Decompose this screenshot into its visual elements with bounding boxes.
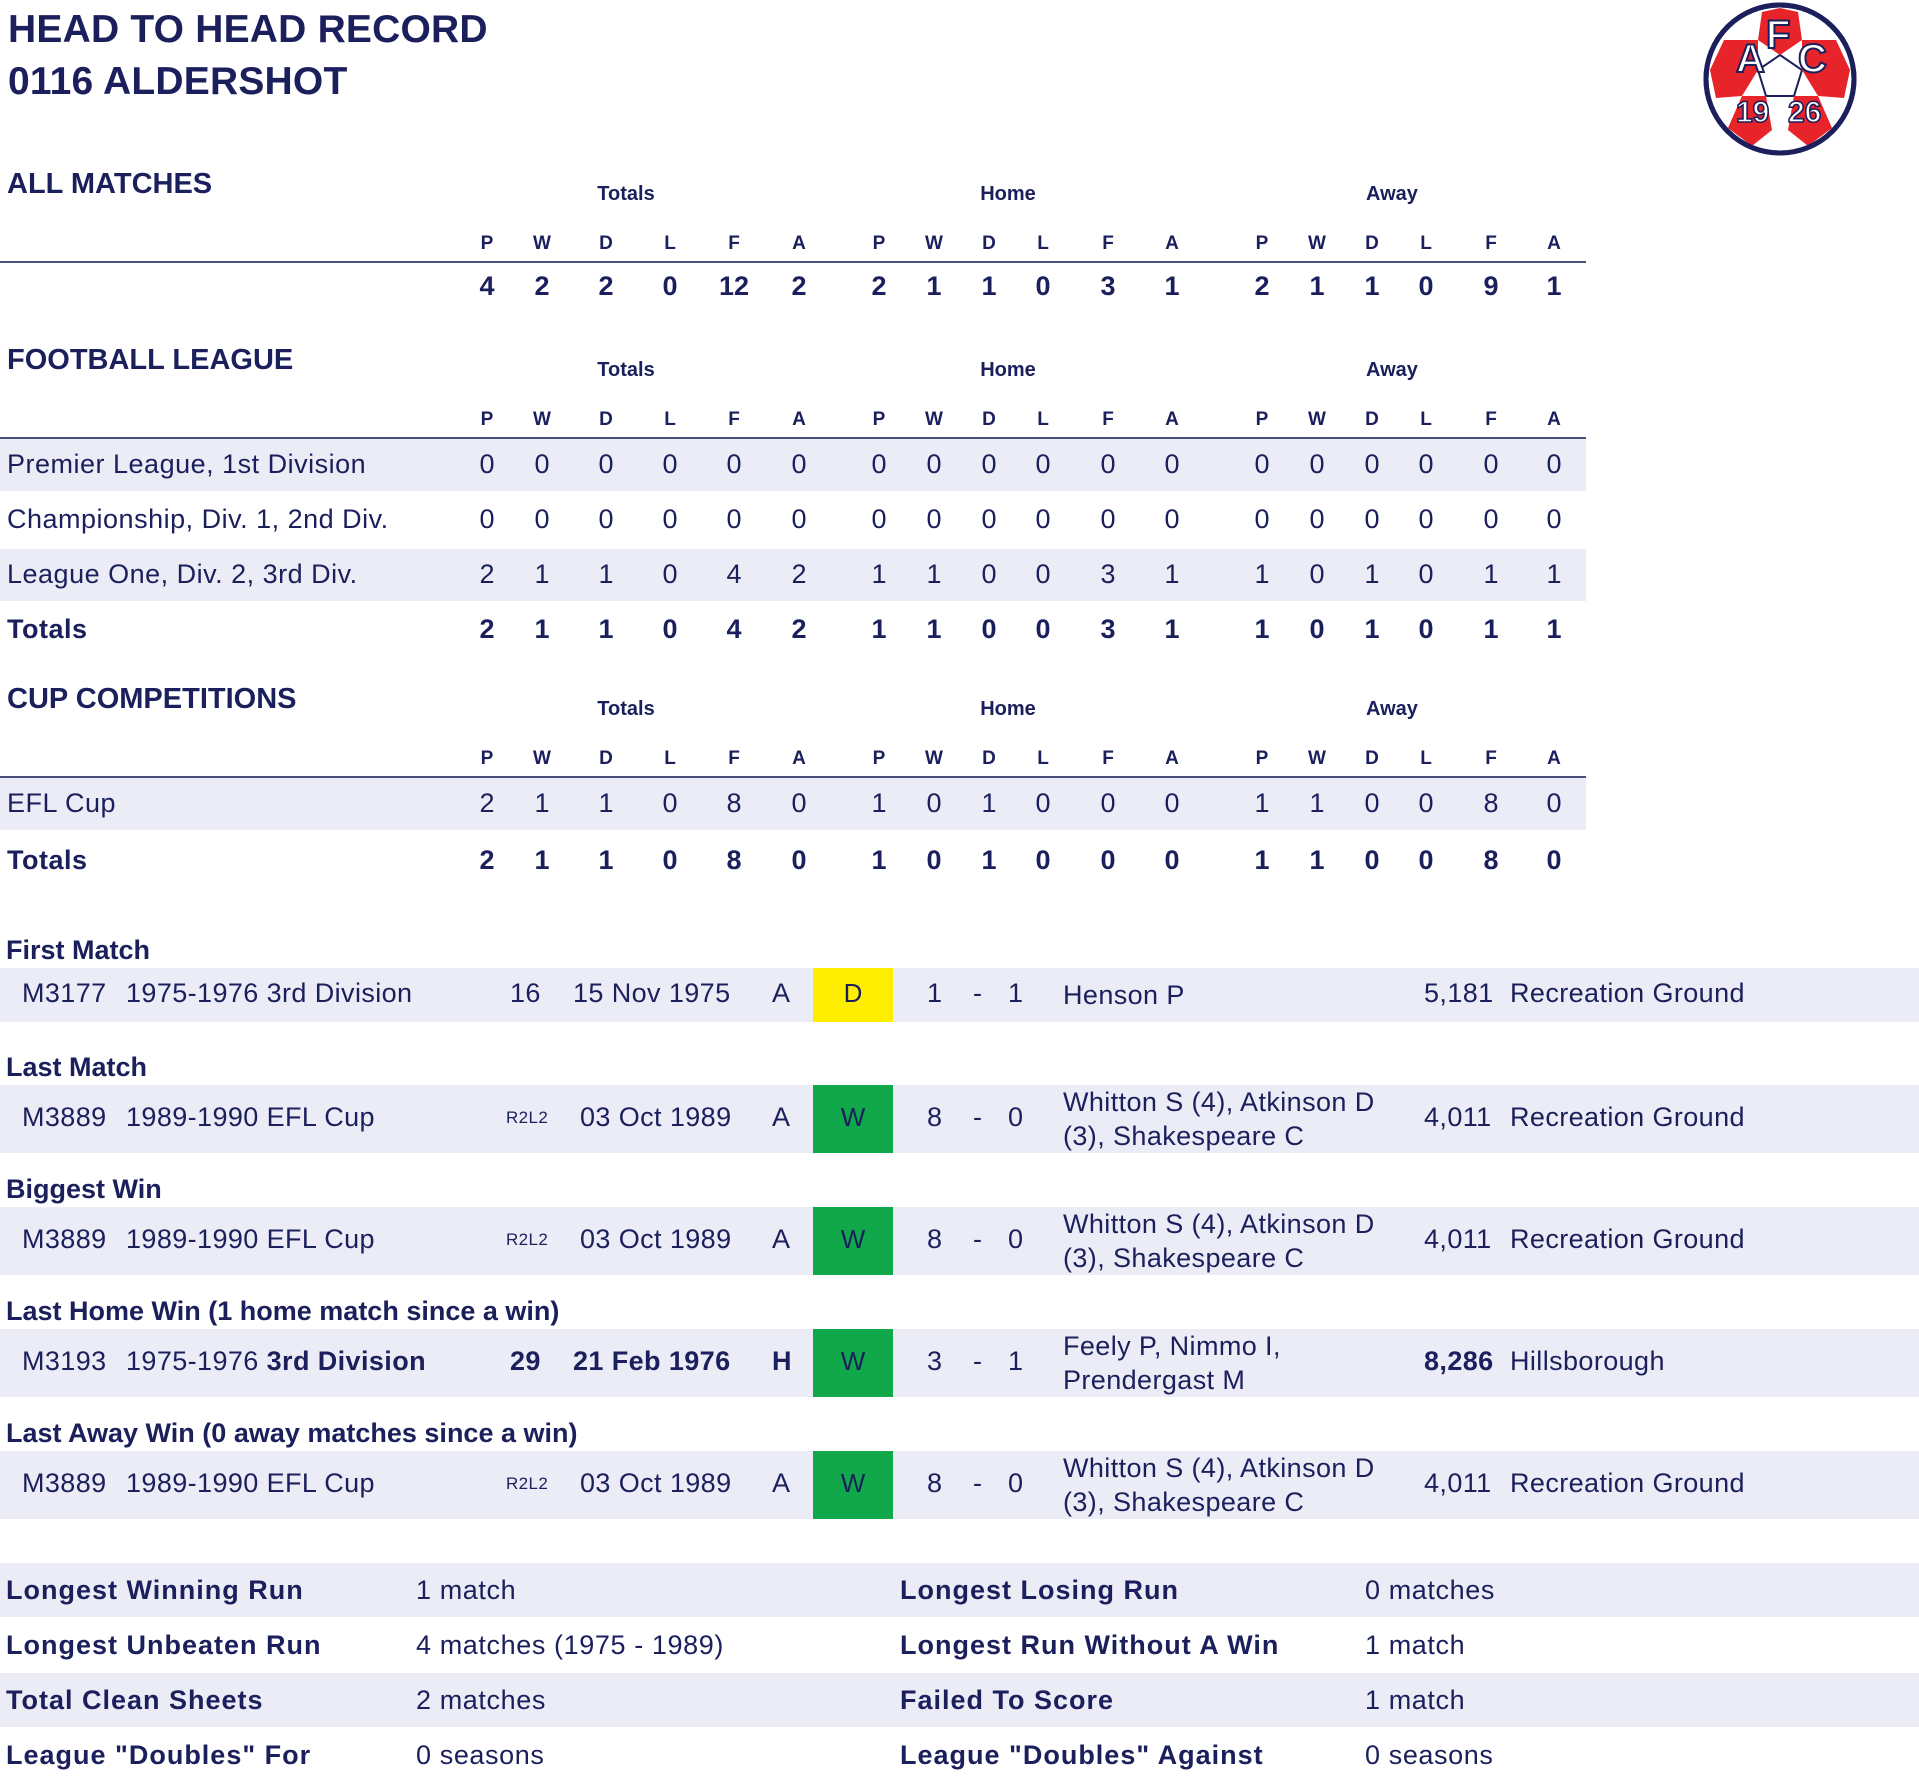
stat-cell: 9 [1483, 271, 1499, 301]
stat-cell: 0 [1546, 788, 1562, 818]
match-season-text: 1989-1990 EFL Cup [126, 1468, 375, 1498]
column-header: F [1102, 748, 1114, 769]
stat-cell: 0 [1309, 504, 1325, 534]
match-venue: A [772, 1224, 791, 1254]
column-header: L [664, 748, 676, 769]
stat-cell: 8 [726, 845, 742, 875]
stat-cell: 0 [981, 504, 997, 534]
match-season-text: 1975-1976 3rd Division [126, 978, 413, 1008]
stat-cell: 1 [1309, 788, 1325, 818]
stat-cell: 0 [1035, 449, 1051, 479]
stat-cell: 0 [1309, 559, 1325, 589]
stat-cell: 2 [598, 271, 614, 301]
stat-cell: 0 [981, 449, 997, 479]
result-letter: W [840, 1346, 866, 1376]
stat-cell: 0 [662, 449, 678, 479]
logo-letter-c: C [1798, 37, 1827, 81]
match-date: 03 Oct 1989 [580, 1224, 732, 1254]
group-header-away: Away [1366, 183, 1418, 205]
stat-cell: 0 [1035, 559, 1051, 589]
stat-cell: 1 [534, 559, 550, 589]
column-header: L [1420, 233, 1432, 254]
stat-cell: 0 [1035, 788, 1051, 818]
match-attendance: 5,181 [1424, 978, 1494, 1008]
stat-cell: 0 [1309, 614, 1325, 644]
stat-cell: 12 [718, 271, 750, 301]
stat-cell: 1 [981, 271, 997, 301]
stat-cell: 1 [1254, 614, 1270, 644]
stat-cell: 0 [1483, 504, 1499, 534]
match-date: 03 Oct 1989 [580, 1102, 732, 1132]
match-date: 15 Nov 1975 [573, 978, 731, 1008]
column-header: A [792, 409, 806, 430]
stat-cell: 0 [1254, 504, 1270, 534]
stat-cell: 0 [1418, 614, 1434, 644]
match-code: M3889 [22, 1468, 107, 1498]
stat-cell: 1 [1254, 845, 1270, 875]
score-dash: - [973, 1468, 983, 1498]
stat-label-left: League "Doubles" For [6, 1740, 312, 1770]
row-label: League One, Div. 2, 3rd Div. [7, 559, 358, 589]
stat-value-left: 2 matches [416, 1685, 546, 1715]
column-header: L [1420, 748, 1432, 769]
column-header: D [599, 748, 613, 769]
column-header: W [533, 233, 551, 254]
column-header: P [1255, 409, 1269, 430]
stat-cell: 0 [926, 845, 942, 875]
stat-cell: 0 [726, 449, 742, 479]
stat-cell: 0 [1100, 449, 1116, 479]
result-letter: W [840, 1224, 866, 1254]
match-round: R2L2 [506, 1230, 549, 1249]
match-scorers: Whitton S (4), Atkinson D (3), Shakespeare C [1063, 1087, 1375, 1151]
stat-cell: 0 [1164, 788, 1180, 818]
column-header: F [1485, 748, 1497, 769]
match-attendance: 4,011 [1424, 1468, 1492, 1498]
row-label: Totals [7, 845, 88, 875]
stat-label-left: Longest Unbeaten Run [6, 1630, 322, 1660]
stat-cell: 0 [479, 449, 495, 479]
stat-cell: 1 [1164, 559, 1180, 589]
column-header: P [872, 233, 886, 254]
stat-cell: 1 [598, 614, 614, 644]
stat-cell: 1 [926, 559, 942, 589]
column-header: D [982, 409, 996, 430]
match-code: M3177 [22, 978, 107, 1008]
match-venue: A [772, 1468, 791, 1498]
match-scorers: Whitton S (4), Atkinson D (3), Shakespeare C [1063, 1209, 1375, 1273]
stat-cell: 0 [598, 449, 614, 479]
stat-cell: 2 [479, 614, 495, 644]
stat-value-left: 1 match [416, 1575, 517, 1605]
match-heading: First Match [6, 935, 151, 965]
stat-value-left: 0 seasons [416, 1740, 545, 1770]
stat-cell: 0 [662, 504, 678, 534]
logo-year-left: 19 [1736, 96, 1770, 129]
match-season-text: 1989-1990 EFL Cup [126, 1224, 375, 1254]
stat-cell: 2 [791, 271, 807, 301]
stat-cell: 1 [1364, 559, 1380, 589]
match-attendance: 4,011 [1424, 1102, 1492, 1132]
column-header: F [1102, 233, 1114, 254]
group-header-totals: Totals [597, 183, 655, 205]
score-for: 1 [927, 978, 943, 1008]
column-header: F [1102, 409, 1114, 430]
row-label: Championship, Div. 1, 2nd Div. [7, 504, 389, 534]
group-header-home: Home [980, 183, 1036, 205]
match-venue: H [772, 1346, 792, 1376]
stat-label-right: Failed To Score [900, 1685, 1115, 1715]
stat-cell: 0 [1364, 504, 1380, 534]
stat-cell: 0 [1418, 559, 1434, 589]
stat-cell: 2 [479, 559, 495, 589]
stat-cell: 0 [726, 504, 742, 534]
stat-label-right: Longest Run Without A Win [900, 1630, 1280, 1660]
page-subtitle: 0116 ALDERSHOT [8, 60, 348, 103]
score-for: 8 [927, 1224, 943, 1254]
stat-cell: 0 [1483, 449, 1499, 479]
page-title: HEAD TO HEAD RECORD [8, 8, 488, 51]
column-header: L [664, 233, 676, 254]
column-header: P [480, 748, 494, 769]
column-header: A [792, 748, 806, 769]
column-header: P [480, 233, 494, 254]
stat-cell: 3 [1100, 559, 1116, 589]
stat-cell: 0 [1254, 449, 1270, 479]
stat-cell: 1 [534, 845, 550, 875]
match-heading: Last Away Win (0 away matches since a win) [6, 1418, 578, 1448]
stat-label-left: Longest Winning Run [6, 1575, 304, 1605]
stat-cell: 2 [871, 271, 887, 301]
score-dash: - [973, 1102, 983, 1132]
match-season [126, 1102, 375, 1133]
stat-cell: 0 [791, 449, 807, 479]
stat-cell: 8 [1483, 845, 1499, 875]
section-title-cup-competitions: CUP COMPETITIONS [7, 683, 297, 715]
group-header-away: Away [1366, 359, 1418, 381]
column-header: D [982, 233, 996, 254]
stat-label-right: Longest Losing Run [900, 1575, 1179, 1605]
match-heading: Last Match [6, 1052, 148, 1082]
column-header: D [1365, 748, 1379, 769]
club-crest-logo [1702, 0, 1858, 158]
stat-cell: 1 [1546, 271, 1562, 301]
group-header-totals: Totals [597, 359, 655, 381]
result-letter: W [840, 1468, 866, 1498]
group-header-home: Home [980, 698, 1036, 720]
match-scorers: Henson P [1063, 980, 1185, 1010]
stat-cell: 0 [1035, 845, 1051, 875]
column-header: A [1547, 409, 1561, 430]
stat-cell: 0 [1546, 845, 1562, 875]
stat-cell: 0 [662, 614, 678, 644]
stat-cell: 1 [598, 559, 614, 589]
stat-cell: 1 [1164, 271, 1180, 301]
stat-cell: 0 [1100, 845, 1116, 875]
stat-cell: 0 [1035, 614, 1051, 644]
match-attendance: 8,286 [1424, 1346, 1494, 1376]
stat-cell: 0 [791, 788, 807, 818]
stat-cell: 1 [1483, 559, 1499, 589]
column-header: A [1165, 233, 1179, 254]
column-header: D [1365, 233, 1379, 254]
stat-cell: 0 [871, 504, 887, 534]
stat-cell: 0 [1418, 845, 1434, 875]
group-header-home: Home [980, 359, 1036, 381]
stat-cell: 4 [479, 271, 495, 301]
match-division: 3rd Division [266, 1346, 426, 1376]
match-round: 16 [510, 978, 541, 1008]
match-ground: Hillsborough [1510, 1346, 1665, 1376]
stat-cell: 2 [1254, 271, 1270, 301]
stat-cell: 1 [598, 845, 614, 875]
stat-value-left: 4 matches (1975 - 1989) [416, 1630, 724, 1660]
stat-cell: 0 [1309, 449, 1325, 479]
stat-cell: 1 [871, 614, 887, 644]
column-header: A [792, 233, 806, 254]
match-round: 29 [510, 1346, 541, 1376]
stat-value-right: 0 matches [1365, 1575, 1495, 1605]
column-header: P [872, 748, 886, 769]
match-season [126, 978, 412, 1009]
stat-cell: 2 [534, 271, 550, 301]
stat-cell: 0 [926, 504, 942, 534]
column-header: F [728, 409, 740, 430]
stat-cell: 1 [871, 788, 887, 818]
column-header: W [1308, 233, 1326, 254]
stat-cell: 2 [479, 788, 495, 818]
stat-cell: 0 [1364, 788, 1380, 818]
match-code: M3193 [22, 1346, 107, 1376]
match-round: R2L2 [506, 1474, 549, 1493]
stat-cell: 4 [726, 559, 742, 589]
column-header: W [533, 748, 551, 769]
stat-cell: 2 [791, 614, 807, 644]
stat-value-right: 1 match [1365, 1630, 1466, 1660]
score-against: 0 [1008, 1102, 1024, 1132]
match-season [126, 1346, 426, 1377]
row-label: Totals [7, 614, 88, 644]
stat-cell: 0 [1546, 504, 1562, 534]
column-header: D [1365, 409, 1379, 430]
column-header: W [925, 409, 943, 430]
stat-cell: 0 [1418, 788, 1434, 818]
stat-cell: 0 [479, 504, 495, 534]
column-header: A [1165, 748, 1179, 769]
column-header: P [480, 409, 494, 430]
stat-cell: 1 [1309, 271, 1325, 301]
stat-cell: 1 [871, 559, 887, 589]
match-season [126, 1468, 375, 1499]
stat-value-right: 1 match [1365, 1685, 1466, 1715]
stat-cell: 1 [1254, 788, 1270, 818]
match-season-text: 1989-1990 EFL Cup [126, 1102, 375, 1132]
match-heading: Biggest Win [6, 1174, 162, 1204]
stat-cell: 0 [662, 559, 678, 589]
score-against: 1 [1008, 978, 1024, 1008]
column-header: L [1037, 748, 1049, 769]
logo-year-right: 26 [1788, 96, 1822, 129]
stat-cell: 1 [981, 788, 997, 818]
stat-cell: 0 [598, 504, 614, 534]
stat-cell: 0 [791, 845, 807, 875]
score-dash: - [973, 1224, 983, 1254]
stat-cell: 1 [1483, 614, 1499, 644]
column-header: D [599, 233, 613, 254]
column-header: F [1485, 409, 1497, 430]
stat-cell: 0 [1364, 845, 1380, 875]
stat-cell: 1 [981, 845, 997, 875]
stat-cell: 2 [479, 845, 495, 875]
match-ground: Recreation Ground [1510, 1468, 1745, 1498]
column-header: A [1547, 233, 1561, 254]
group-header-totals: Totals [597, 698, 655, 720]
stat-cell: 0 [534, 504, 550, 534]
stat-cell: 1 [1364, 614, 1380, 644]
match-code: M3889 [22, 1102, 107, 1132]
column-header: F [728, 233, 740, 254]
row-label: EFL Cup [7, 788, 117, 818]
match-ground: Recreation Ground [1510, 978, 1745, 1008]
stat-cell: 8 [1483, 788, 1499, 818]
match-venue: A [772, 1102, 791, 1132]
stat-cell: 0 [534, 449, 550, 479]
score-for: 8 [927, 1102, 943, 1132]
stat-cell: 0 [926, 449, 942, 479]
score-against: 0 [1008, 1224, 1024, 1254]
match-ground: Recreation Ground [1510, 1224, 1745, 1254]
row-label: Premier League, 1st Division [7, 449, 367, 479]
column-header: P [1255, 748, 1269, 769]
match-season-text: 1975-1976 [126, 1346, 259, 1376]
stat-cell: 1 [598, 788, 614, 818]
score-dash: - [973, 1346, 983, 1376]
stat-cell: 1 [926, 614, 942, 644]
result-letter: D [843, 978, 863, 1008]
stat-cell: 3 [1100, 271, 1116, 301]
stat-cell: 1 [1254, 559, 1270, 589]
score-against: 0 [1008, 1468, 1024, 1498]
all-matches-header-rule [0, 261, 1586, 263]
stat-cell: 0 [662, 271, 678, 301]
group-header-away: Away [1366, 698, 1418, 720]
column-header: D [599, 409, 613, 430]
column-header: W [1308, 748, 1326, 769]
stat-cell: 4 [726, 614, 742, 644]
stat-cell: 0 [1035, 271, 1051, 301]
column-header: A [1165, 409, 1179, 430]
stat-cell: 0 [1418, 449, 1434, 479]
stat-cell: 1 [1546, 614, 1562, 644]
stat-cell: 1 [534, 614, 550, 644]
column-header: W [925, 233, 943, 254]
match-ground: Recreation Ground [1510, 1102, 1745, 1132]
match-season [126, 1224, 375, 1255]
stat-cell: 0 [871, 449, 887, 479]
match-heading: Last Home Win (1 home match since a win) [6, 1296, 560, 1326]
stat-cell: 1 [1309, 845, 1325, 875]
score-dash: - [973, 978, 983, 1008]
stat-cell: 1 [1364, 271, 1380, 301]
stat-cell: 0 [1164, 449, 1180, 479]
stat-label-right: League "Doubles" Against [900, 1740, 1264, 1770]
stat-cell: 0 [662, 788, 678, 818]
stat-cell: 0 [1418, 504, 1434, 534]
column-header: L [1037, 409, 1049, 430]
match-scorers: Whitton S (4), Atkinson D (3), Shakespeare C [1063, 1453, 1375, 1517]
stat-cell: 1 [926, 271, 942, 301]
stat-cell: 1 [1164, 614, 1180, 644]
score-for: 8 [927, 1468, 943, 1498]
stat-cell: 0 [1164, 504, 1180, 534]
match-date: 21 Feb 1976 [573, 1346, 731, 1376]
match-code: M3889 [22, 1224, 107, 1254]
column-header: P [872, 409, 886, 430]
stat-cell: 8 [726, 788, 742, 818]
stat-cell: 0 [1364, 449, 1380, 479]
score-against: 1 [1008, 1346, 1024, 1376]
stat-cell: 0 [1164, 845, 1180, 875]
stat-cell: 0 [981, 559, 997, 589]
column-header: P [1255, 233, 1269, 254]
column-header: A [1547, 748, 1561, 769]
result-letter: W [840, 1102, 866, 1132]
section-title-all-matches: ALL MATCHES [7, 168, 213, 200]
stat-cell: 0 [1100, 504, 1116, 534]
column-header: F [1485, 233, 1497, 254]
score-for: 3 [927, 1346, 943, 1376]
stat-cell: 0 [1546, 449, 1562, 479]
column-header: L [1420, 409, 1432, 430]
stat-cell: 0 [1035, 504, 1051, 534]
column-header: L [664, 409, 676, 430]
stat-cell: 1 [871, 845, 887, 875]
logo-letter-a: A [1736, 37, 1765, 81]
stat-cell: 0 [926, 788, 942, 818]
column-header: W [533, 409, 551, 430]
column-header: L [1037, 233, 1049, 254]
stat-cell: 0 [981, 614, 997, 644]
column-header: W [925, 748, 943, 769]
stat-cell: 0 [791, 504, 807, 534]
match-date: 03 Oct 1989 [580, 1468, 732, 1498]
logo-letter-f: F [1766, 13, 1791, 57]
stat-cell: 0 [662, 845, 678, 875]
stat-cell: 2 [791, 559, 807, 589]
column-header: W [1308, 409, 1326, 430]
stat-label-left: Total Clean Sheets [6, 1685, 264, 1715]
match-attendance: 4,011 [1424, 1224, 1492, 1254]
stat-cell: 0 [1100, 788, 1116, 818]
match-scorers: Feely P, Nimmo I, Prendergast M [1063, 1331, 1281, 1395]
stat-cell: 3 [1100, 614, 1116, 644]
match-venue: A [772, 978, 791, 1008]
match-round: R2L2 [506, 1108, 549, 1127]
stat-value-right: 0 seasons [1365, 1740, 1494, 1770]
section-title-football-league: FOOTBALL LEAGUE [7, 344, 294, 376]
column-header: F [728, 748, 740, 769]
stat-cell: 1 [534, 788, 550, 818]
stat-cell: 0 [1418, 271, 1434, 301]
column-header: D [982, 748, 996, 769]
stat-cell: 1 [1546, 559, 1562, 589]
